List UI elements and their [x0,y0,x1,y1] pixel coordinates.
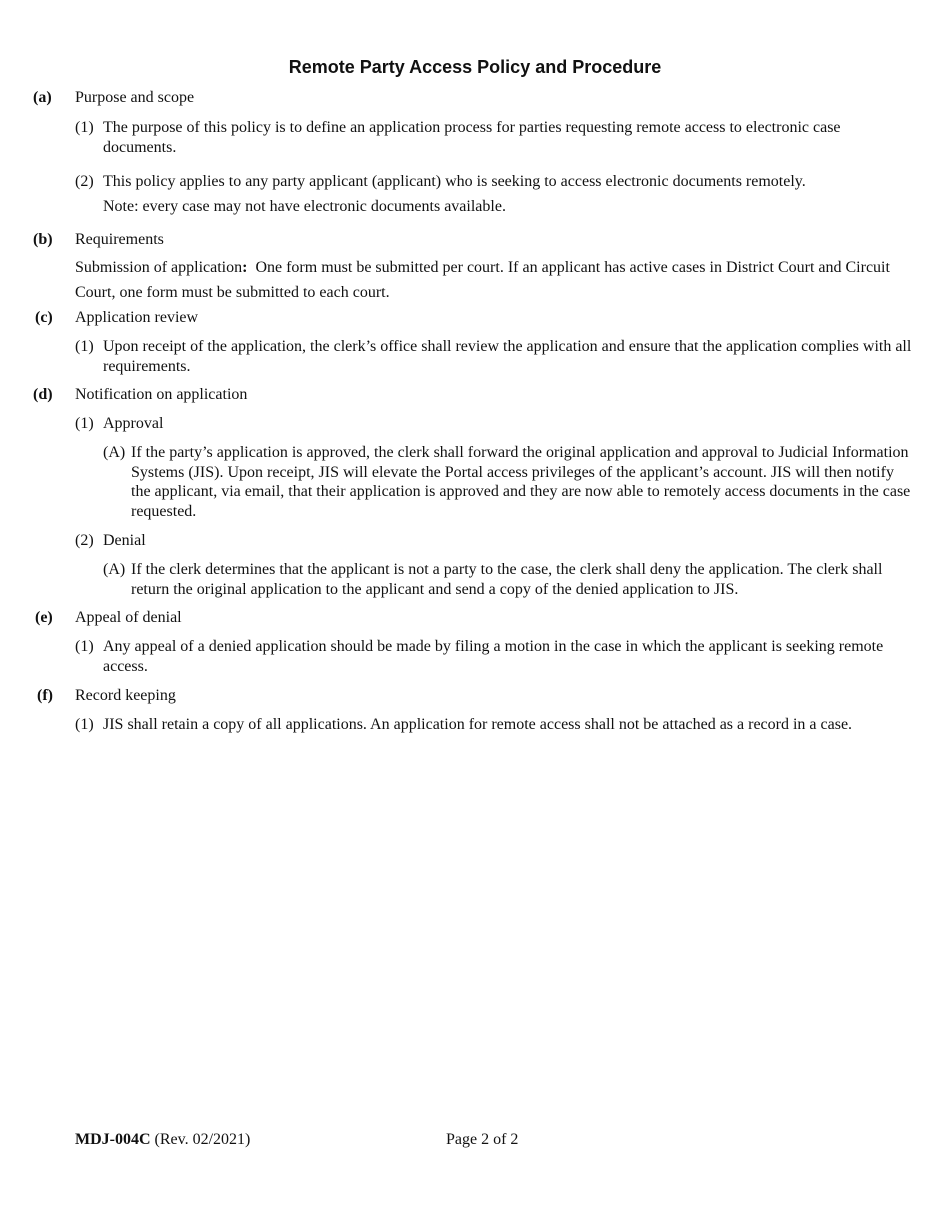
subitem-letter: (A) [103,561,126,578]
item-text: Upon receipt of the application, the clerk’s office shall review the application and ensure that the application complies with all requirements. [103,338,912,375]
requirement-text: One form must be submitted per court. If an applicant has active cases in District Court and Circuit Court, one form must be submitted to each court. [75,259,890,301]
item-text: Approval [103,415,164,432]
section-label: (e) [35,609,53,626]
item-text: The purpose of this policy is to define an application process for parties requesting remote access to electronic case documents. [103,119,841,156]
requirement-colon: : [242,259,248,276]
form-number: MDJ-004C [75,1131,151,1148]
section-label: (b) [33,231,53,248]
subitem-text: If the party’s application is approved, the clerk shall forward the original application and approval to Judicial Information Systems (JIS). Upon receipt, JIS will elevate the Portal access privileges of the applicant’s account. JIS will then notify the applicant, via email, that their application is approved and they are now able to remotely access documents in the case requested. [131,444,911,520]
section-heading: Requirements [75,231,164,248]
item-number: (2) [75,173,94,190]
requirement-paragraph [75,255,915,305]
item-text: This policy applies to any party applicant (applicant) who is seeking to access electronic documents remotely. [103,173,806,190]
item-text: Denial [103,532,146,549]
section-label: (c) [35,309,53,326]
requirement-label: Submission of application [75,259,243,276]
item-number: (1) [75,638,94,655]
section-label: (a) [33,89,52,106]
item-note: Note: every case may not have electronic documents available. [103,198,506,215]
section-label: (f) [37,687,53,704]
item-text: JIS shall retain a copy of all applications. An application for remote access shall not be attached as a record in a case. [103,716,853,733]
section-heading: Record keeping [75,687,176,704]
section-heading: Appeal of denial [75,609,182,626]
section-heading: Notification on application [75,386,248,403]
item-number: (1) [75,415,94,432]
section-label: (d) [33,386,53,403]
page-number: Page 2 of 2 [446,1131,519,1148]
item-number: (2) [75,532,94,549]
page-title: Remote Party Access Policy and Procedure [288,57,662,77]
item-text: Any appeal of a denied application should be made by filing a motion in the case in which the applicant is seeking remote access. [103,638,884,675]
item-number: (1) [75,338,94,355]
item-number: (1) [75,716,94,733]
section-heading: Application review [75,309,199,326]
form-revision: (Rev. 02/2021) [154,1131,251,1148]
section-heading: Purpose and scope [75,89,195,106]
subitem-letter: (A) [103,444,126,461]
footer-form-id [75,1130,250,1150]
item-number: (1) [75,119,94,136]
subitem-text: If the clerk determines that the applicant is not a party to the case, the clerk shall deny the application. The clerk shall return the original application to the applicant and send a copy of the denied application to JIS. [131,561,883,598]
